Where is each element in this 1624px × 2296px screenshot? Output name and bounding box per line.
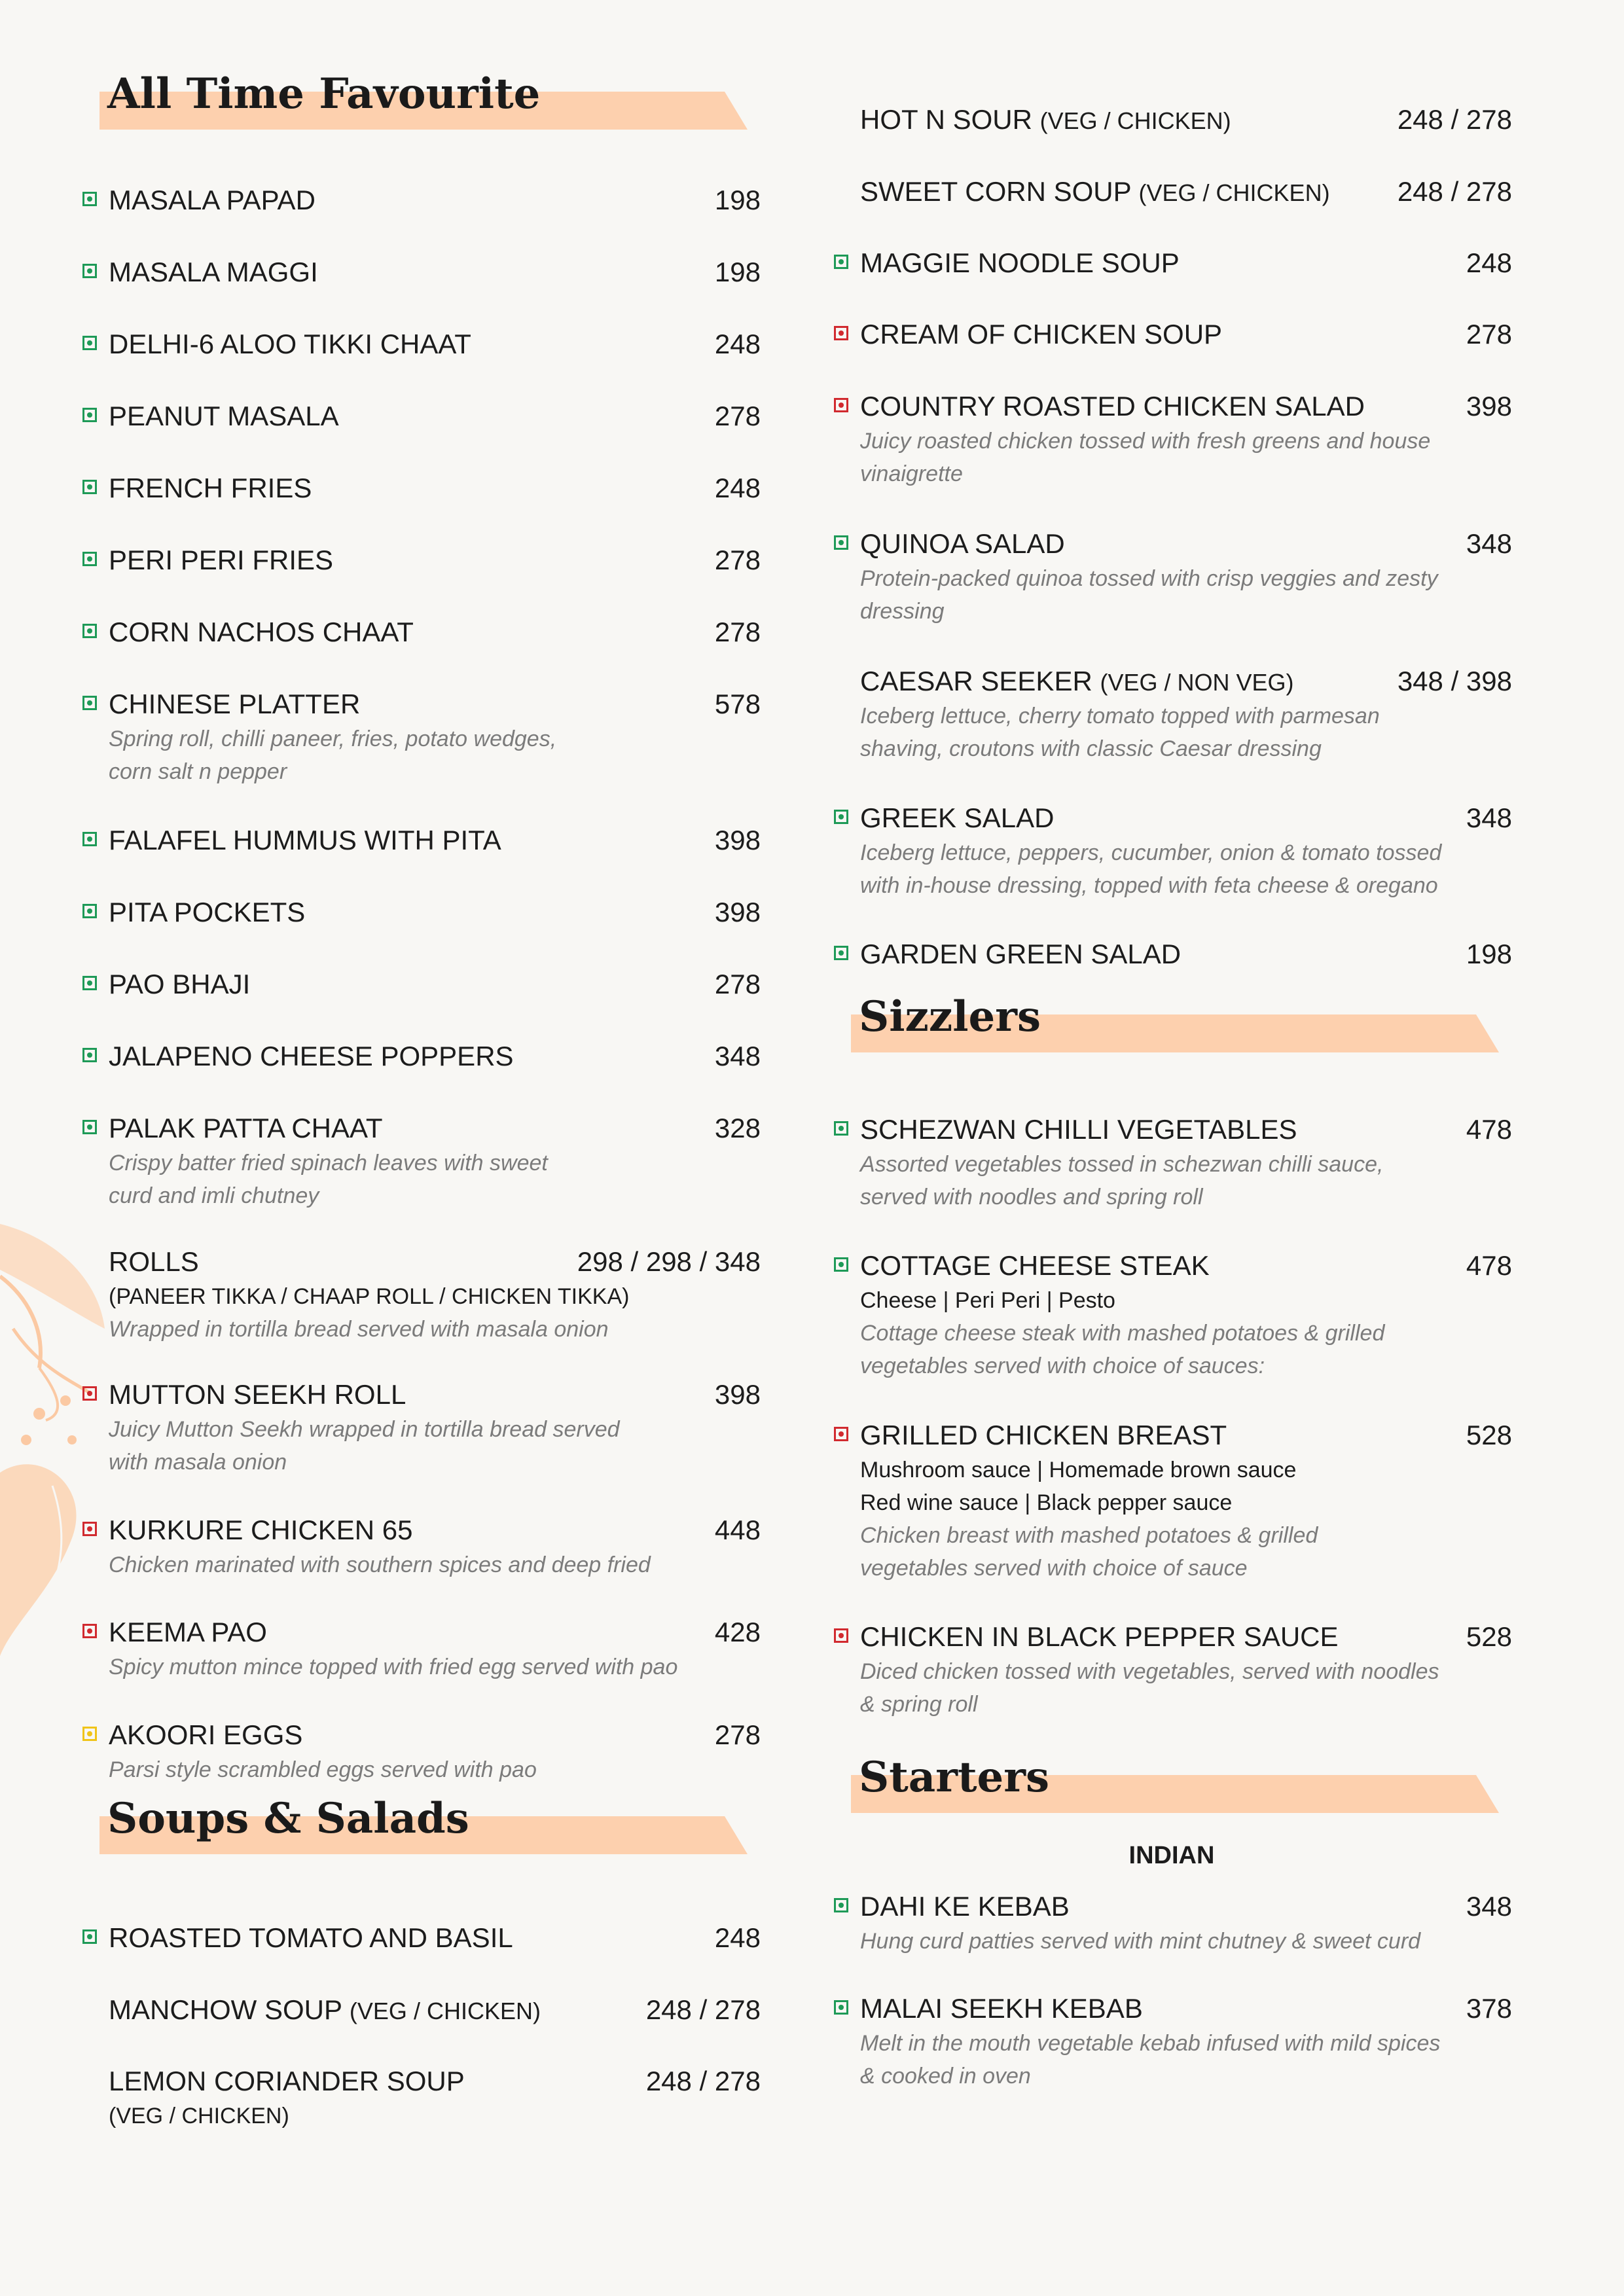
item-name-text: CHINESE PLATTER (109, 689, 361, 719)
item-price: 348 (1466, 802, 1512, 833)
item-name (860, 1992, 1143, 2026)
item-description: Protein-packed quinoa tossed with crisp veggies and zesty (860, 566, 1438, 591)
item-price: 328 (714, 1113, 761, 1143)
item-name-text: GRILLED CHICKEN BREAST (860, 1420, 1227, 1450)
item-description: Crispy batter fried spinach leaves with sweet (109, 1151, 548, 1175)
non-veg-indicator-icon (82, 1386, 97, 1401)
item-description: vegetables served with choice of sauce (860, 1556, 1248, 1581)
item-price: 278 (714, 545, 761, 575)
item-name-text: KEEMA PAO (109, 1617, 267, 1647)
item-description: shaving, croutons with classic Caesar dressing (860, 736, 1322, 761)
item-name-text: MASALA PAPAD (109, 185, 316, 215)
item-name-variant: (VEG / CHICKEN) (1138, 179, 1330, 206)
veg-indicator-icon (82, 480, 97, 494)
item-description: Juicy Mutton Seekh wrapped in tortilla bread served (109, 1417, 620, 1442)
item-name (109, 1921, 513, 1955)
item-name-text: KURKURE CHICKEN 65 (109, 1515, 413, 1545)
item-name (860, 527, 1065, 561)
section-title: All Time Favourite (107, 69, 541, 118)
veg-indicator-icon (834, 810, 848, 824)
item-name-text: GARDEN GREEN SALAD (860, 939, 1182, 969)
item-price: 398 (714, 897, 761, 927)
item-description: vinaigrette (860, 461, 963, 486)
leaf-decoration (0, 1198, 118, 1695)
item-name (860, 664, 1294, 700)
veg-indicator-icon (82, 336, 97, 350)
veg-indicator-icon (82, 832, 97, 846)
item-name-text: CORN NACHOS CHAAT (109, 617, 414, 647)
item-name (109, 183, 316, 217)
item-name-text: LEMON CORIANDER SOUP (109, 2066, 465, 2096)
veg-indicator-icon (834, 2000, 848, 2015)
veg-indicator-icon (834, 1121, 848, 1136)
item-description: served with noodles and spring roll (860, 1185, 1203, 1210)
item-name-text: JALAPENO CHEESE POPPERS (109, 1041, 514, 1071)
section-heading-all-time-favourite (80, 71, 748, 130)
item-name-text: PAO BHAJI (109, 969, 251, 999)
item-description: Diced chicken tossed with vegetables, served with noodles (860, 1659, 1439, 1684)
section-title: Starters (859, 1753, 1049, 1802)
item-price: 578 (714, 689, 761, 719)
subsection-title: INDIAN (1128, 1842, 1215, 1869)
veg-indicator-icon (834, 1898, 848, 1912)
item-price: 248 / 278 (1397, 176, 1512, 207)
item-description: Iceberg lettuce, cherry tomato topped with parmesan (860, 704, 1380, 728)
item-description: Chicken marinated with southern spices and deep fried (109, 1552, 651, 1577)
item-price: 348 (1466, 528, 1512, 559)
item-price: 478 (1466, 1114, 1512, 1145)
item-name-text: CREAM OF CHICKEN SOUP (860, 319, 1223, 350)
item-name-text: CHICKEN IN BLACK PEPPER SAUCE (860, 1621, 1339, 1652)
item-name (109, 1513, 412, 1547)
section-heading-soups-salads (80, 1795, 748, 1854)
item-price: 398 (1466, 391, 1512, 422)
item-price: 248 (714, 1922, 761, 1953)
item-name (109, 543, 333, 577)
item-name (860, 801, 1054, 835)
item-name-text: CAESAR SEEKER (860, 666, 1092, 696)
item-options: Cheese | Peri Peri | Pesto (860, 1288, 1115, 1313)
item-name (109, 255, 318, 289)
item-name (109, 967, 250, 1001)
item-price: 248 / 278 (1397, 104, 1512, 135)
item-name (860, 1113, 1297, 1147)
item-description: & spring roll (860, 1692, 978, 1717)
item-options: (VEG / CHICKEN) (109, 2104, 289, 2128)
item-name (860, 103, 1231, 138)
item-price: 348 (1466, 1891, 1512, 1922)
item-name-text: PALAK PATTA CHAAT (109, 1113, 383, 1143)
item-price: 278 (714, 617, 761, 647)
item-price: 448 (714, 1515, 761, 1545)
item-name (109, 1718, 302, 1752)
item-price: 278 (1466, 319, 1512, 350)
item-description: Parsi style scrambled eggs served with pao (109, 1757, 537, 1782)
item-price: 278 (714, 969, 761, 999)
veg-indicator-icon (82, 192, 97, 206)
item-name-text: MASALA MAGGI (109, 257, 318, 287)
item-name-variant: (VEG / CHICKEN) (349, 1998, 541, 2024)
item-description: Spicy mutton mince topped with fried egg served with pao (109, 1655, 678, 1679)
item-name-text: PERI PERI FRIES (109, 545, 334, 575)
item-name-text: GREEK SALAD (860, 802, 1055, 833)
item-price: 478 (1466, 1250, 1512, 1281)
veg-indicator-icon (834, 946, 848, 960)
non-veg-indicator-icon (834, 326, 848, 340)
item-name (109, 1111, 383, 1145)
veg-indicator-icon (82, 624, 97, 638)
item-price: 278 (714, 1719, 761, 1750)
item-name (860, 1418, 1227, 1452)
item-name-text: HOT N SOUR (860, 104, 1032, 135)
item-price: 428 (714, 1617, 761, 1647)
item-description: with masala onion (109, 1450, 287, 1475)
item-name-text: MAGGIE NOODLE SOUP (860, 247, 1180, 278)
item-options: (PANEER TIKKA / CHAAP ROLL / CHICKEN TIKKA) (109, 1284, 630, 1309)
veg-indicator-icon (834, 535, 848, 550)
item-name (109, 1245, 199, 1279)
item-description: corn salt n pepper (109, 759, 287, 784)
item-price: 248 (1466, 247, 1512, 278)
item-name (109, 1039, 514, 1073)
non-veg-indicator-icon (834, 1628, 848, 1643)
item-name (109, 399, 339, 433)
item-price: 278 (714, 401, 761, 431)
item-price: 398 (714, 825, 761, 855)
item-name (860, 1890, 1070, 1924)
non-veg-indicator-icon (82, 1624, 97, 1638)
item-description: curd and imli chutney (109, 1183, 319, 1208)
item-price: 398 (714, 1379, 761, 1410)
veg-indicator-icon (82, 976, 97, 990)
item-name (109, 1615, 267, 1649)
item-description: Chicken breast with mashed potatoes & grilled (860, 1523, 1318, 1548)
veg-indicator-icon (82, 264, 97, 278)
item-price: 348 / 398 (1397, 666, 1512, 696)
item-price: 528 (1466, 1621, 1512, 1652)
item-price: 528 (1466, 1420, 1512, 1450)
veg-indicator-icon (82, 408, 97, 422)
item-name (860, 175, 1330, 210)
item-description: dressing (860, 599, 945, 624)
item-name-text: COTTAGE CHEESE STEAK (860, 1250, 1210, 1281)
item-price: 248 / 278 (645, 1994, 761, 2025)
item-description: Melt in the mouth vegetable kebab infused with mild spices (860, 2031, 1441, 2056)
item-name-text: COUNTRY ROASTED CHICKEN SALAD (860, 391, 1365, 422)
item-price: 248 / 278 (645, 2066, 761, 2096)
non-veg-indicator-icon (834, 398, 848, 412)
item-name (109, 2064, 465, 2098)
item-name (860, 1249, 1210, 1283)
item-price: 198 (714, 257, 761, 287)
egg-indicator-icon (82, 1727, 97, 1741)
item-name (860, 937, 1181, 971)
item-price: 348 (714, 1041, 761, 1071)
item-price: 198 (714, 185, 761, 215)
veg-indicator-icon (82, 696, 97, 710)
item-description: with in-house dressing, topped with feta cheese & oregano (860, 873, 1438, 898)
non-veg-indicator-icon (834, 1427, 848, 1441)
veg-indicator-icon (82, 1120, 97, 1134)
item-name-text: SWEET CORN SOUP (860, 176, 1131, 207)
item-name-text: DELHI-6 ALOO TIKKI CHAAT (109, 329, 471, 359)
item-name-text: MANCHOW SOUP (109, 1994, 342, 2025)
veg-indicator-icon (82, 904, 97, 918)
item-name (109, 1993, 541, 2028)
section-heading-starters (831, 1754, 1499, 1813)
item-name-text: DAHI KE KEBAB (860, 1891, 1070, 1922)
item-name-text: FALAFEL HUMMUS WITH PITA (109, 825, 501, 855)
veg-indicator-icon (82, 1929, 97, 1944)
item-name (860, 389, 1365, 423)
item-description: Cottage cheese steak with mashed potatoes & grilled (860, 1321, 1385, 1346)
item-description: Juicy roasted chicken tossed with fresh greens and house (860, 429, 1431, 454)
item-name-text: ROASTED TOMATO AND BASIL (109, 1922, 513, 1953)
item-name-text: AKOORI EGGS (109, 1719, 303, 1750)
item-name-text: SCHEZWAN CHILLI VEGETABLES (860, 1114, 1297, 1145)
item-name (860, 317, 1222, 351)
item-name-variant: (VEG / CHICKEN) (1039, 107, 1231, 134)
item-description: vegetables served with choice of sauces: (860, 1354, 1265, 1378)
item-price: 198 (1466, 939, 1512, 969)
section-title: Sizzlers (859, 992, 1041, 1041)
item-name-text: FRENCH FRIES (109, 473, 312, 503)
item-description: Iceberg lettuce, peppers, cucumber, onion & tomato tossed (860, 840, 1442, 865)
item-name (109, 1378, 406, 1412)
item-name-text: PITA POCKETS (109, 897, 306, 927)
item-name-variant: (VEG / NON VEG) (1100, 669, 1294, 696)
item-name (860, 1620, 1339, 1654)
non-veg-indicator-icon (82, 1522, 97, 1536)
item-name-text: MUTTON SEEKH ROLL (109, 1379, 406, 1410)
item-name (109, 687, 360, 721)
item-name (109, 327, 471, 361)
section-heading-sizzlers (831, 994, 1499, 1052)
item-price: 378 (1466, 1993, 1512, 2024)
item-name (860, 246, 1180, 280)
item-price: 298 / 298 / 348 (577, 1246, 761, 1277)
item-name (109, 615, 414, 649)
veg-indicator-icon (834, 1257, 848, 1272)
item-description: Assorted vegetables tossed in schezwan chilli sauce, (860, 1152, 1384, 1177)
veg-indicator-icon (82, 552, 97, 566)
veg-indicator-icon (834, 255, 848, 269)
section-title: Soups & Salads (107, 1794, 469, 1843)
item-description: Wrapped in tortilla bread served with masala onion (109, 1317, 609, 1342)
item-name (109, 471, 312, 505)
item-name (109, 895, 305, 929)
item-name (109, 823, 501, 857)
item-name-text: PEANUT MASALA (109, 401, 339, 431)
item-description: Hung curd patties served with mint chutney & sweet curd (860, 1929, 1421, 1954)
item-name-text: ROLLS (109, 1246, 199, 1277)
item-options: Red wine sauce | Black pepper sauce (860, 1490, 1233, 1515)
item-description: Spring roll, chilli paneer, fries, potato wedges, (109, 726, 557, 751)
item-name-text: MALAI SEEKH KEBAB (860, 1993, 1143, 2024)
item-price: 248 (714, 473, 761, 503)
item-price: 248 (714, 329, 761, 359)
veg-indicator-icon (82, 1048, 97, 1062)
item-name-text: QUINOA SALAD (860, 528, 1065, 559)
item-description: & cooked in oven (860, 2064, 1031, 2089)
item-options: Mushroom sauce | Homemade brown sauce (860, 1458, 1297, 1482)
